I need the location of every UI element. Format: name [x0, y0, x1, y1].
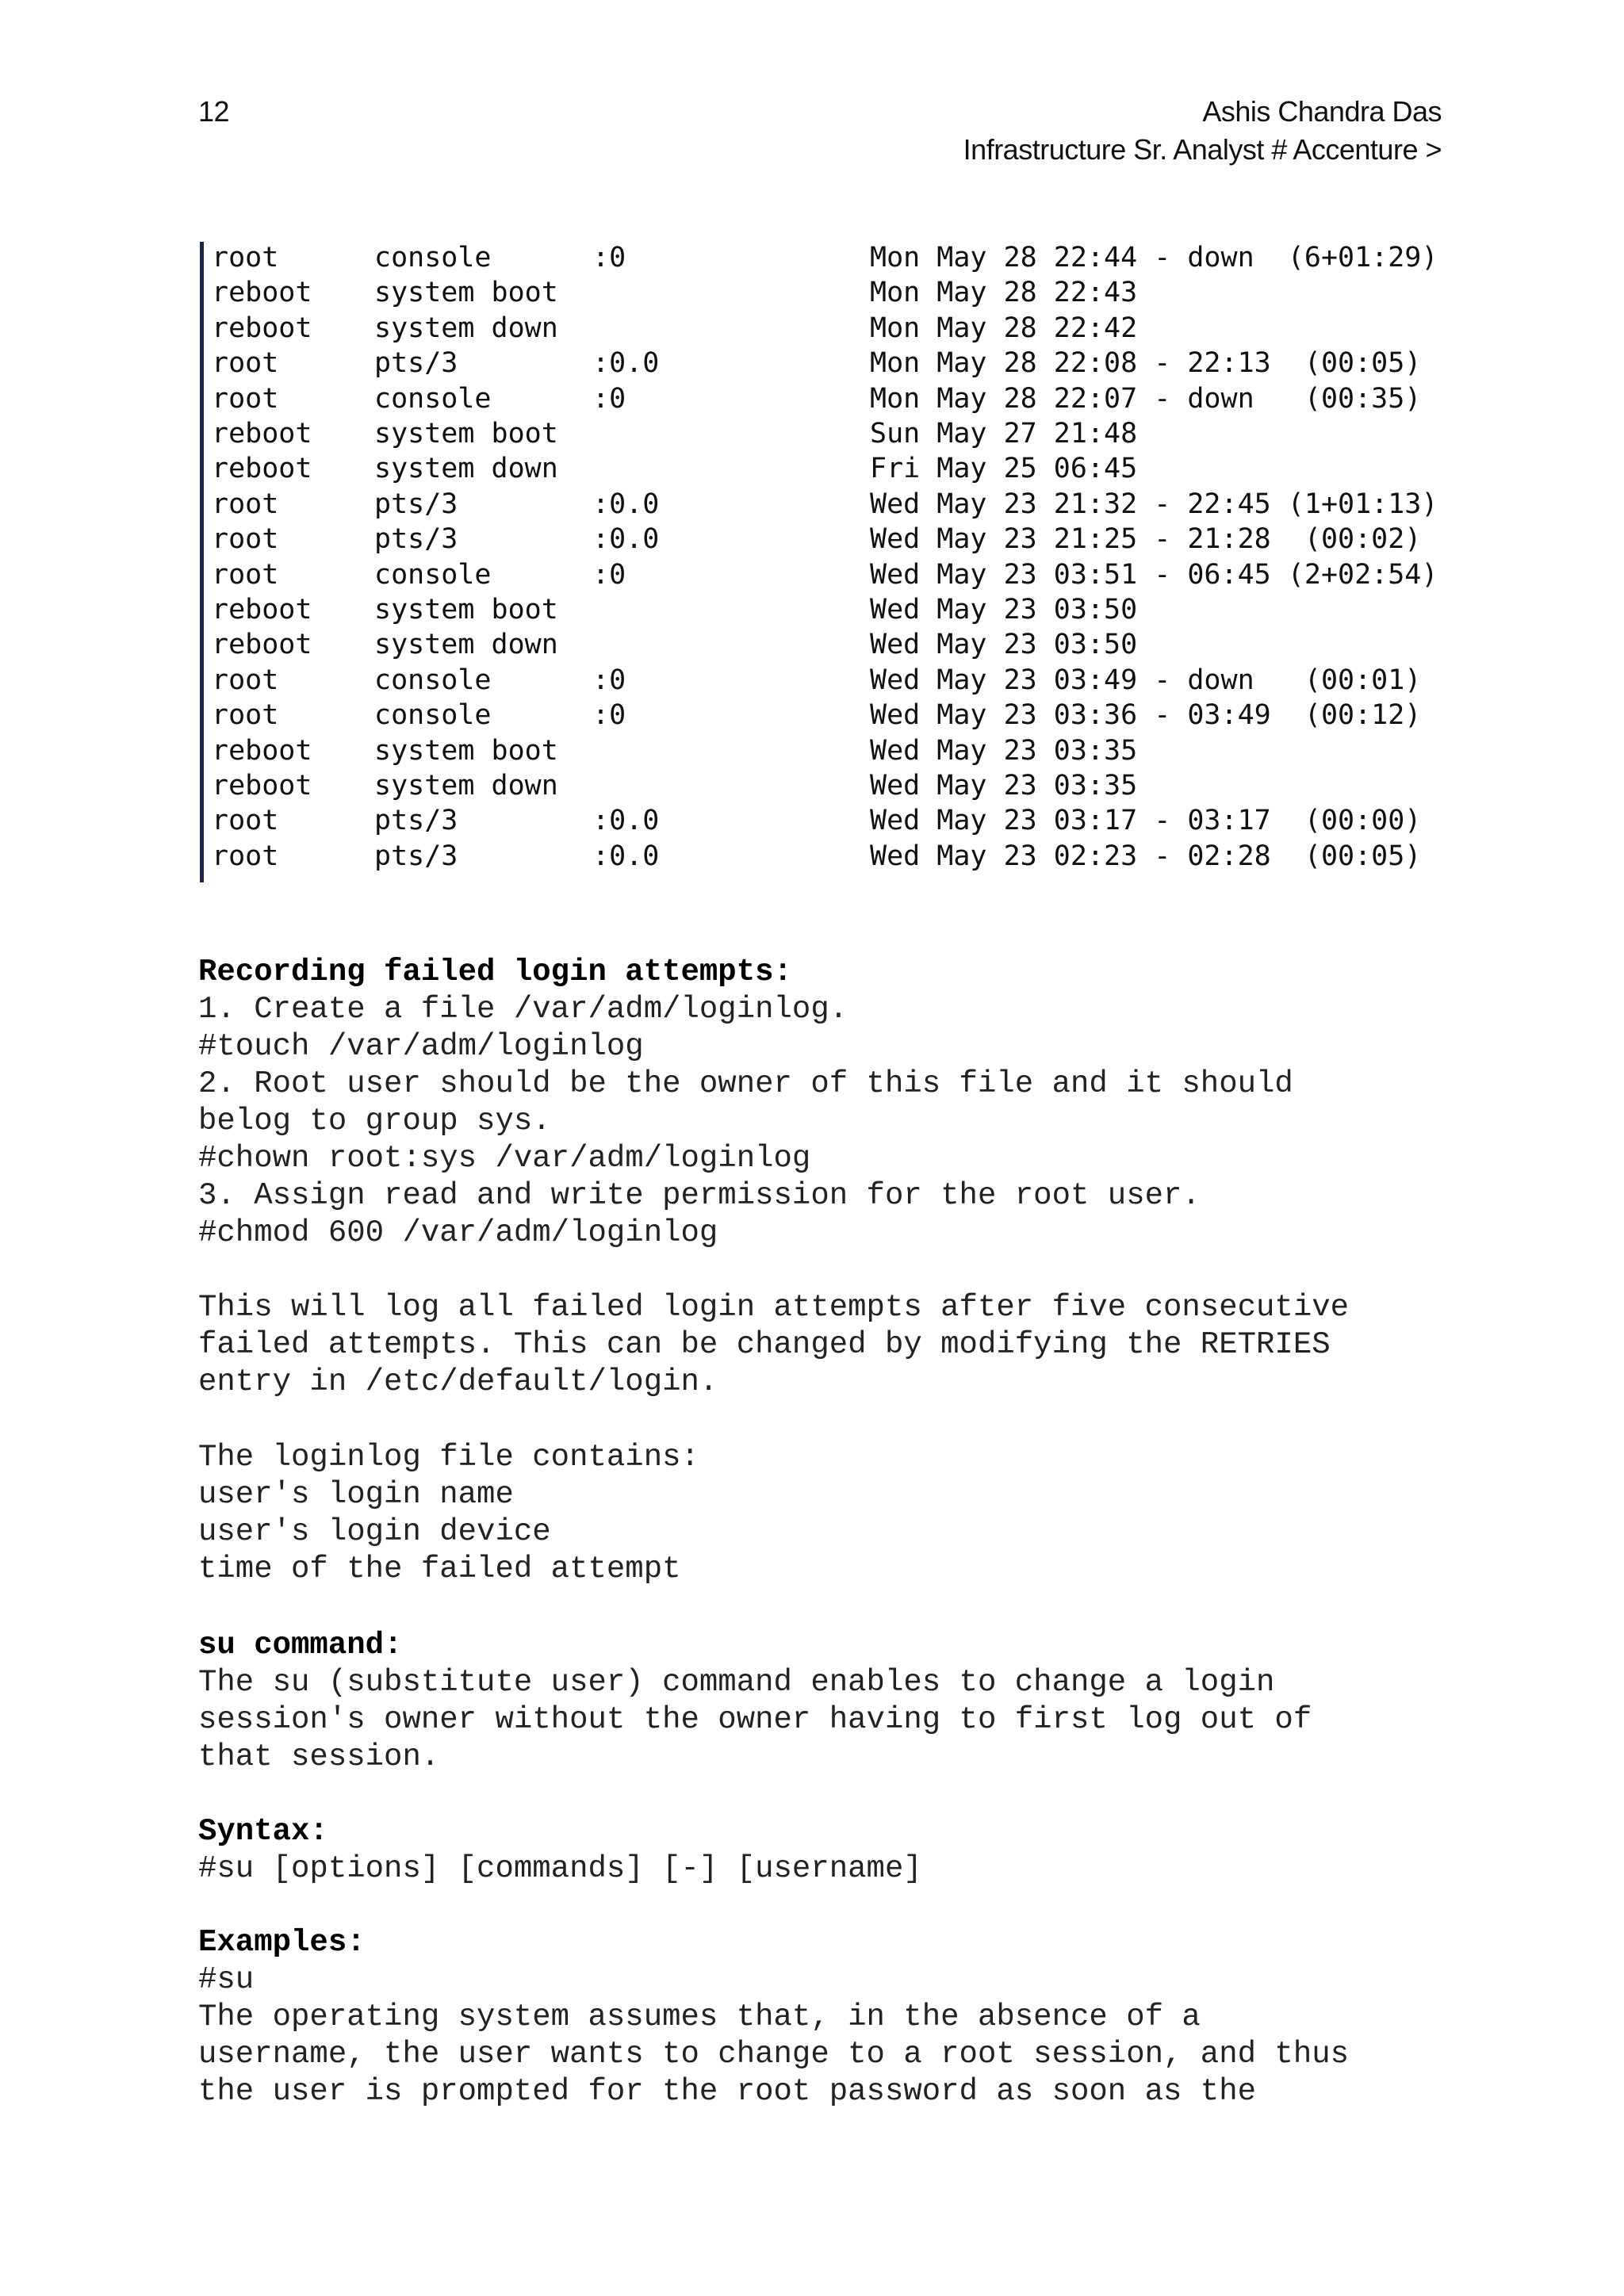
terminal-tty-cell: pts/3 [374, 805, 458, 837]
text-line: 2. Root user should be the owner of this file and it should [198, 1066, 1293, 1101]
terminal-user-cell: reboot [212, 453, 312, 485]
terminal-host-cell: :0 [592, 699, 626, 732]
terminal-tty-cell: system down [374, 629, 558, 661]
text-line: The operating system assumes that, in the absence of a [198, 1999, 1201, 2034]
terminal-user-cell: reboot [212, 734, 312, 767]
text-line: time of the failed attempt [198, 1552, 681, 1586]
terminal-tty-cell: pts/3 [374, 840, 458, 872]
author-name: Ashis Chandra Das [1202, 95, 1442, 128]
terminal-user-cell: reboot [212, 418, 312, 450]
text-line: that session. [198, 1739, 440, 1774]
terminal-tty-cell: console [374, 699, 492, 732]
loginlog-contents-list [198, 1439, 1467, 1588]
terminal-time-cell: Mon May 28 22:07 - down (00:35) [870, 382, 1422, 415]
text-line: This will log all failed login attempts after five consecutive [198, 1290, 1350, 1325]
terminal-user-cell: root [212, 347, 279, 380]
text-line: #su [198, 1962, 255, 1997]
text-line: entry in /etc/default/login. [198, 1364, 718, 1399]
terminal-time-cell: Wed May 23 03:36 - 03:49 (00:12) [870, 699, 1422, 732]
section-heading-syntax: Syntax: [198, 1814, 328, 1849]
terminal-time-cell: Mon May 28 22:44 - down (6+01:29) [870, 242, 1438, 274]
terminal-tty-cell: console [374, 664, 492, 696]
terminal-time-cell: Wed May 23 21:25 - 21:28 (00:02) [870, 523, 1422, 556]
text-line: The su (substitute user) command enables to change a login [198, 1665, 1275, 1700]
page-number: 12 [198, 95, 230, 128]
terminal-user-cell: root [212, 699, 279, 732]
syntax-line: #su [options] [commands] [-] [username] [198, 1851, 922, 1886]
terminal-time-cell: Wed May 23 03:35 [870, 734, 1138, 767]
terminal-time-cell: Sun May 27 21:48 [870, 418, 1138, 450]
terminal-tty-cell: console [374, 382, 492, 415]
terminal-user-cell: root [212, 805, 279, 837]
terminal-time-cell: Wed May 23 03:49 - down (00:01) [870, 664, 1422, 696]
text-line: session's owner without the owner having to first log out of [198, 1702, 1312, 1737]
text-line: user's login name [198, 1477, 514, 1512]
examples-section [198, 1924, 1467, 2110]
terminal-tty-cell: pts/3 [374, 488, 458, 520]
terminal-tty-cell: system boot [374, 734, 558, 767]
terminal-host-cell: :0.0 [592, 488, 660, 520]
terminal-user-cell: root [212, 242, 279, 274]
terminal-tty-cell: system boot [374, 418, 558, 450]
terminal-host-cell: :0.0 [592, 523, 660, 556]
terminal-time-cell: Fri May 25 06:45 [870, 453, 1138, 485]
text-line: username, the user wants to change to a root session, and thus [198, 2037, 1350, 2072]
terminal-host-cell: :0.0 [592, 840, 660, 872]
terminal-tty-cell: pts/3 [374, 523, 458, 556]
failed-login-section [198, 954, 1467, 1252]
terminal-user-cell: root [212, 488, 279, 520]
section-heading-examples: Examples: [198, 1925, 366, 1960]
terminal-time-cell: Wed May 23 03:17 - 03:17 (00:00) [870, 805, 1422, 837]
terminal-user-cell: root [212, 523, 279, 556]
terminal-user-cell: root [212, 558, 279, 591]
terminal-time-cell: Mon May 28 22:42 [870, 312, 1138, 344]
terminal-tty-cell: console [374, 558, 492, 591]
terminal-tty-cell: system down [374, 770, 558, 802]
terminal-tty-cell: pts/3 [374, 347, 458, 380]
syntax-section [198, 1813, 1467, 1888]
text-line: user's login device [198, 1514, 551, 1549]
terminal-user-cell: reboot [212, 629, 312, 661]
retries-paragraph [198, 1289, 1467, 1401]
terminal-time-cell: Wed May 23 03:35 [870, 770, 1138, 802]
terminal-time-cell: Mon May 28 22:08 - 22:13 (00:05) [870, 347, 1422, 380]
terminal-tty-cell: system boot [374, 594, 558, 626]
su-command-section [198, 1627, 1467, 1776]
text-line: belog to group sys. [198, 1104, 551, 1138]
terminal-tty-cell: system boot [374, 277, 558, 309]
text-line: #chmod 600 /var/adm/loginlog [198, 1215, 718, 1250]
terminal-host-cell: :0 [592, 242, 626, 274]
terminal-user-cell: reboot [212, 277, 312, 309]
terminal-host-cell: :0.0 [592, 347, 660, 380]
text-line: The loginlog file contains: [198, 1440, 699, 1475]
terminal-user-cell: root [212, 664, 279, 696]
terminal-user-cell: reboot [212, 770, 312, 802]
terminal-tty-cell: system down [374, 453, 558, 485]
terminal-time-cell: Wed May 23 02:23 - 02:28 (00:05) [870, 840, 1422, 872]
terminal-host-cell: :0 [592, 664, 626, 696]
terminal-time-cell: Mon May 28 22:43 [870, 277, 1138, 309]
text-line: #chown root:sys /var/adm/loginlog [198, 1141, 811, 1176]
author-title: Infrastructure Sr. Analyst # Accenture > [963, 133, 1442, 166]
text-line: 3. Assign read and write permission for the root user. [198, 1178, 1201, 1213]
text-line: #touch /var/adm/loginlog [198, 1029, 644, 1064]
text-line: failed attempts. This can be changed by modifying the RETRIES [198, 1327, 1331, 1362]
terminal-time-cell: Wed May 23 21:32 - 22:45 (1+01:13) [870, 488, 1438, 520]
text-line: 1. Create a file /var/adm/loginlog. [198, 992, 848, 1027]
terminal-time-cell: Wed May 23 03:50 [870, 629, 1138, 661]
text-line: the user is prompted for the root password as soon as the [198, 2074, 1257, 2109]
section-heading-failed-login: Recording failed login attempts: [198, 955, 792, 989]
terminal-host-cell: :0 [592, 382, 626, 415]
terminal-host-cell: :0 [592, 558, 626, 591]
terminal-time-cell: Wed May 23 03:50 [870, 594, 1138, 626]
terminal-user-cell: root [212, 840, 279, 872]
terminal-host-cell: :0.0 [592, 805, 660, 837]
terminal-user-cell: reboot [212, 312, 312, 344]
terminal-user-cell: root [212, 382, 279, 415]
terminal-tty-cell: console [374, 242, 492, 274]
last-command-output [200, 242, 1441, 882]
terminal-time-cell: Wed May 23 03:51 - 06:45 (2+02:54) [870, 558, 1438, 591]
section-heading-su: su command: [198, 1628, 403, 1663]
terminal-tty-cell: system down [374, 312, 558, 344]
terminal-user-cell: reboot [212, 594, 312, 626]
